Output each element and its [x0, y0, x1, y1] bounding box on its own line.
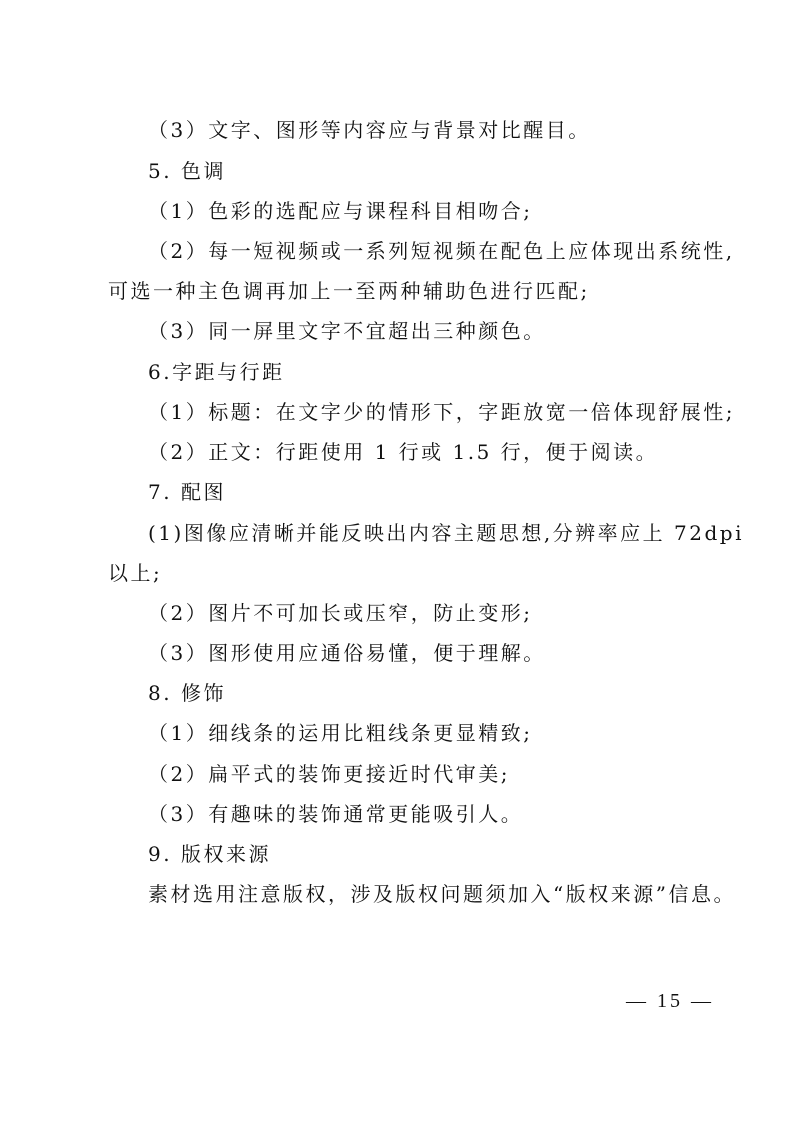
- paragraph-3-contrast: （3）文字、图形等内容应与背景对比醒目。: [148, 118, 591, 142]
- heading-8-decoration: 8. 修饰: [148, 681, 226, 705]
- heading-5-color-tone: 5. 色调: [148, 159, 226, 183]
- heading-6-spacing: 6.字距与行距: [148, 360, 285, 384]
- heading-7-images: 7. 配图: [148, 480, 226, 504]
- paragraph-5-2-continued: 可选一种主色调再加上一至两种辅助色进行匹配;: [108, 279, 590, 303]
- paragraph-5-2: （2）每一短视频或一系列短视频在配色上应体现出系统性,: [148, 239, 735, 263]
- paragraph-8-1: （1）细线条的运用比粗线条更显精致;: [148, 721, 533, 745]
- paragraph-5-1: （1）色彩的选配应与课程科目相吻合;: [148, 199, 533, 223]
- paragraph-8-3: （3）有趣味的装饰通常更能吸引人。: [148, 802, 524, 826]
- heading-9-copyright: 9. 版权来源: [148, 842, 271, 866]
- paragraph-7-1: (1)图像应清晰并能反映出内容主题思想,分辨率应上 72dpi: [148, 521, 744, 545]
- paragraph-7-1-continued: 以上;: [108, 561, 163, 585]
- paragraph-9-body: 素材选用注意版权，涉及版权问题须加入“版权来源”信息。: [148, 882, 736, 906]
- paragraph-7-3: （3）图形使用应通俗易懂，便于理解。: [148, 641, 546, 665]
- paragraph-8-2: （2）扁平式的装饰更接近时代审美;: [148, 762, 510, 786]
- paragraph-5-3: （3）同一屏里文字不宜超出三种颜色。: [148, 319, 546, 343]
- paragraph-7-2: （2）图片不可加长或压窄，防止变形;: [148, 601, 533, 625]
- page-number: — 15 —: [626, 990, 714, 1012]
- paragraph-6-1: （1）标题：在文字少的情形下，字距放宽一倍体现舒展性;: [148, 400, 735, 424]
- paragraph-6-2: （2）正文：行距使用 1 行或 1.5 行，便于阅读。: [148, 440, 659, 464]
